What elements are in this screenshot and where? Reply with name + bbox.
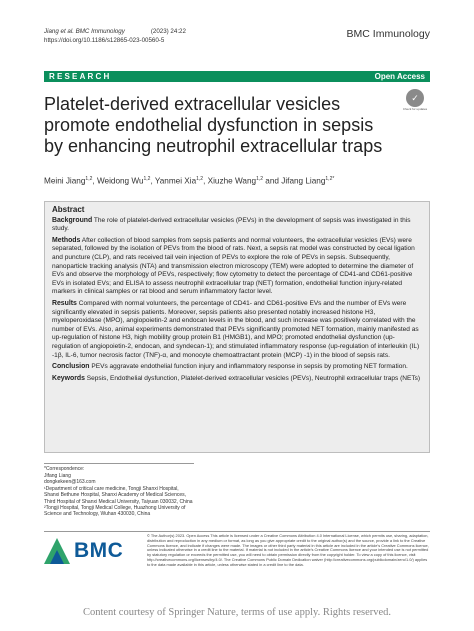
abstract-conclusion: [52, 363, 422, 372]
bmc-logo-text: BMC: [74, 539, 124, 562]
notes-divider: [44, 463, 194, 464]
section-label: Keywords: [52, 374, 85, 382]
abstract-background: [52, 217, 422, 234]
affiliation-marker: 1,2*: [325, 176, 335, 182]
courtesy-notice: Content courtesy of Springer Nature, terms of use apply. Rights reserved.: [82, 607, 392, 618]
affiliation-1: ¹Department of critical care medicine, Tongji Shanxi Hospital, Shanxi Bethune Hospital, Shanxi Academy of Medical Sciences, Third Hospital of Shanxi Medical University, Taiyuan 030032, China: [44, 486, 193, 505]
affiliation-marker: 1,2: [196, 176, 204, 182]
abstract-box: [44, 201, 430, 453]
footer-divider: [44, 531, 430, 532]
article-type-banner: [44, 71, 430, 82]
corresponding-email[interactable]: dongkekeen@163.com: [44, 479, 96, 486]
check-for-updates-badge[interactable]: [402, 89, 428, 115]
license-text: © The Author(s) 2023. Open Access This article is licensed under a Creative Commons Attribution 4.0 International License, which permits use, sharing, adaptation, distribution and reproduction in any medium or format, as long as you give appropriate credit to the original author(s) and the source, provide a link to the Creative Commons licence, and indicate if changes were made. The images or other third party material in this article are included in the article's Creative Commons licence, unless indicated otherwise in a credit line to the material. If material is not included in the article's Creative Commons licence and your intended use is not permitted by statutory regulation or exceeds the permitted use, you will need to obtain permission directly from the copyright holder. To view a copy of this licence, visit http://creativecommons.org/licenses/by/4.0/. The Creative Commons Public Domain Dedication waiver (http://creativecommons.org/publicdomain/zero/1.0/) applies to the data made available in this article, unless otherwise stated in a credit line to the data.: [147, 533, 429, 567]
affiliation-marker: 1,2: [85, 176, 93, 182]
abstract-keywords: [52, 375, 422, 384]
author[interactable]: Weidong Wu: [96, 176, 144, 186]
correspondence-notes: [44, 463, 194, 518]
section-text: Compared with normal volunteers, the percentage of CD41- and CD61-positive EVs and the number of EVs were significantly elevated in sepsis patients. Moreover, sepsis patients also presented notably increased histone H3, myeloperoxidase (MPO), angiopoietin-2 and endocan levels in the blood, and such increase was positively correlated with the number of EVs. Also, animal experiments demonstrated that PEVs significantly promoted NET formation, mainly manifested as up-regulation of histone H3, high mobility group protein B1 (HMGB1), and MPO; promoted endothelial dysfunction (up-regulation of angiopoietin-2, endocan, and syndecan-1); and stimulated inflammatory response (up-regulation of interleukin (IL) -1β, IL-6, tumor necrosis factor (TNF)-α, and monocyte chemoattractant protein (MCP) -1) in the blood of sepsis rats.: [52, 299, 420, 359]
abstract-heading: Abstract: [52, 205, 85, 214]
section-text: Sepsis, Endothelial dysfunction, Platelet-derived extracellular vesicles (PEVs), Neutrophil extracellular traps (NETs): [86, 374, 421, 382]
section-label: Background: [52, 216, 93, 224]
article-title: Platelet-derived extracellular vesicles promote endothelial dysfunction in sepsis by enhancing neutrophil extracellular traps: [44, 94, 383, 156]
running-header: [44, 28, 186, 45]
abstract-results: [52, 300, 422, 360]
author[interactable]: Jifang Liang: [281, 176, 326, 186]
section-label: Methods: [52, 236, 81, 244]
section-text: After collection of blood samples from sepsis patients and normal volunteers, the extracellular vesicles (EVs) were separated, followed by the isolation of PEVs from the blood of rats. Next, a sepsis rat model was constructed by cecal ligation and puncture (CLP), and rats received tail vein injection of PEVs to explore the role of PEVs in sepsis. Subsequently, nanoparticle tracking analysis (NTA) and transmission electron microscopy (TEM) were adopted to determine the diameter of EVs and observe the morphology of PEVs, respectively; flow cytometry to detect the percentage of CD41-and CD61-positive EVs in isolated EVs; and ELISA to assess neutrophil extracellular trap (NET) formation, endothelial function injury-related markers in clinical samples or rat blood and serum inflammatory factor level.: [52, 236, 415, 296]
affiliation-2: ²Tongji Hospital, Tongji Medical College, Huazhong University of Science and Technology, Wuhan 430030, China: [44, 505, 186, 518]
year-volume: (2023) 24:22: [150, 28, 186, 35]
correspondence-label: *Correspondence:: [44, 466, 85, 472]
article-type-label: RESEARCH: [49, 72, 112, 81]
author[interactable]: Xiuzhe Wang: [207, 176, 257, 186]
abstract-methods: [52, 237, 422, 297]
journal-brand: BMC Immunology: [346, 28, 430, 40]
affiliation-marker: 1,2: [256, 176, 264, 182]
section-label: Results: [52, 299, 77, 307]
author-conjunction: and: [265, 176, 279, 186]
crossmark-icon: ✓: [406, 89, 424, 107]
crossmark-label: Check for updates: [402, 107, 428, 111]
author[interactable]: Meini Jiang: [44, 176, 86, 186]
bmc-logo: [44, 538, 134, 564]
section-text: The role of platelet-derived extracellular vesicles (PEVs) in the development of sepsis was investigated in this study.: [52, 216, 411, 233]
open-access-label: Open Access: [374, 72, 425, 81]
bmc-triangles-icon: [44, 538, 70, 564]
author-list: Meini Jiang$^{1,2}$, Weidong Wu$^{1,2}$, Yanmei Xia$^{1,2}$, Xiuzhe Wang$^{1,2}$ and Jifang Liang$^{1,2*}$: [44, 176, 335, 186]
affiliation-marker: 1,2: [143, 176, 151, 182]
doi-link[interactable]: https://doi.org/10.1186/s12865-023-00560-5: [44, 36, 165, 44]
journal-citation: Jiang et al. BMC Immunology: [44, 28, 125, 35]
section-label: Conclusion: [52, 363, 90, 371]
author[interactable]: Yanmei Xia: [154, 176, 197, 186]
section-text: PEVs aggravate endothelial function injury and inflammatory response in sepsis by promoting NET formation.: [91, 363, 408, 371]
corresponding-author: Jifang Liang: [44, 472, 71, 479]
